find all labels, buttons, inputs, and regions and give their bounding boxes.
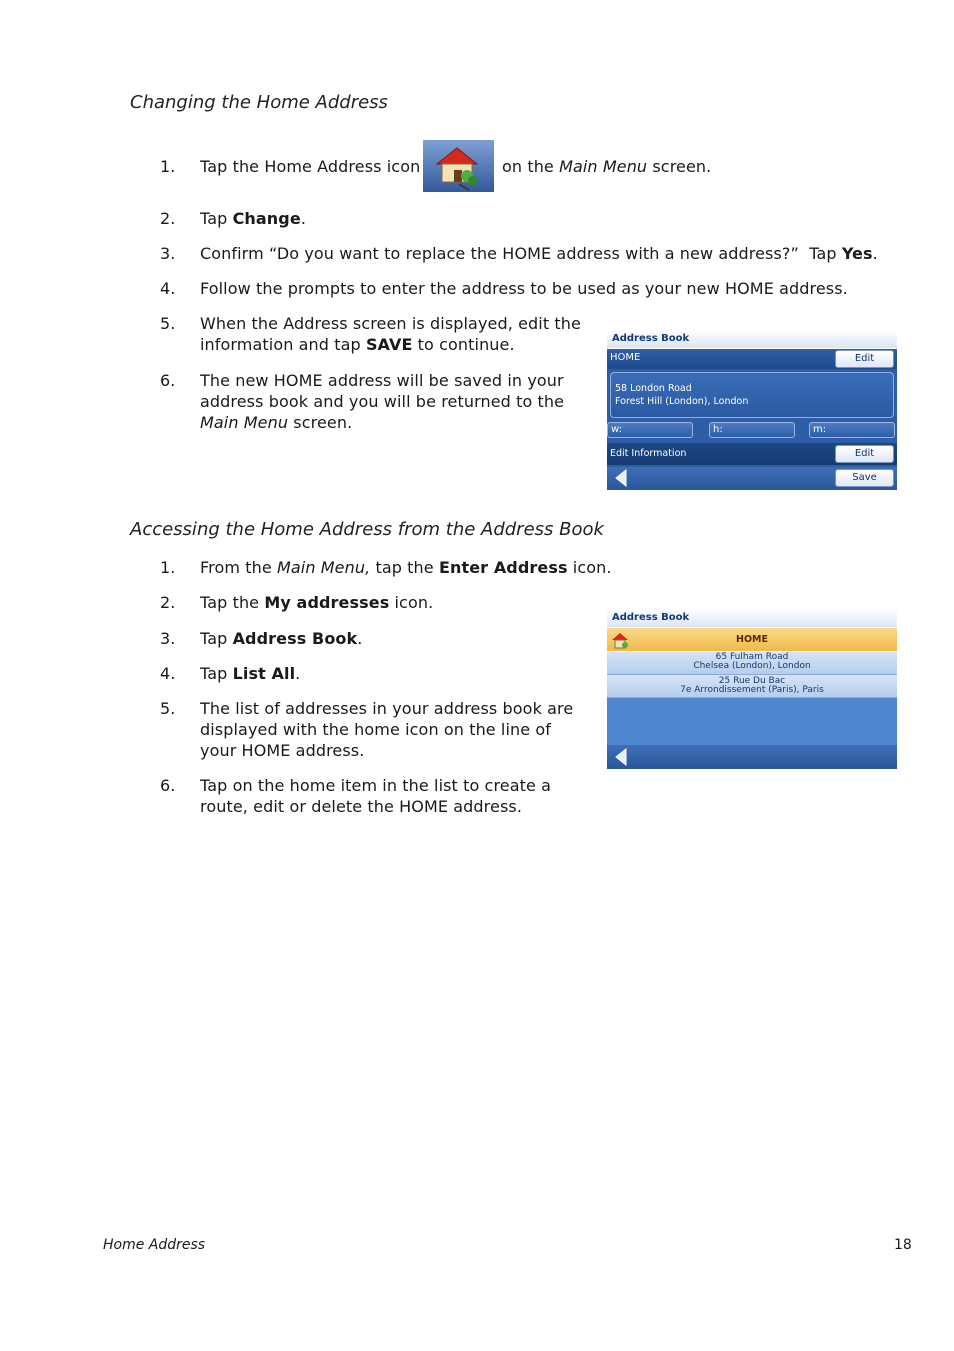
step-text: The new HOME address will be saved in your address book and you will be returned to the Main Menu screen. — [200, 371, 565, 432]
step-text: The list of addresses in your address book are displayed with the home icon on the line of your HOME address. — [200, 699, 574, 760]
page-number: 18 — [894, 1237, 912, 1253]
home-address-icon — [423, 140, 494, 192]
step-number: 5. — [160, 699, 176, 718]
address-line1: 58 London Road — [615, 383, 692, 394]
home-item-label: HOME — [736, 634, 768, 645]
footer-section-title: Home Address — [103, 1237, 206, 1253]
home-label: HOME — [610, 352, 641, 363]
list-item-text: 65 Fulham Road Chelsea (London), London — [693, 652, 811, 671]
section-heading-changing: Changing the Home Address — [130, 92, 388, 113]
step-text-continued: on the Main Menu screen. — [502, 157, 712, 176]
step-text: Follow the prompts to enter the address to be used as your new HOME address. — [200, 279, 848, 298]
step-number: 3. — [160, 244, 176, 263]
step-number: 3. — [160, 629, 176, 648]
step-number: 2. — [160, 593, 176, 612]
step-text: Tap List All. — [200, 664, 301, 683]
back-arrow-icon[interactable] — [613, 748, 629, 766]
step-number: 6. — [160, 371, 176, 390]
address-book-list-screenshot — [607, 609, 897, 769]
edit-information-button[interactable]: Edit — [835, 445, 894, 463]
screen-title: Address Book — [612, 333, 690, 344]
address-book-edit-screenshot — [607, 330, 897, 490]
edit-button[interactable]: Edit — [835, 350, 894, 368]
phone-m-field[interactable]: m: — [809, 422, 895, 438]
phone-h-field[interactable]: h: — [709, 422, 795, 438]
step-text: Tap Address Book. — [200, 629, 363, 648]
step-number: 4. — [160, 664, 176, 683]
edit-information-label: Edit Information — [610, 448, 687, 459]
step-number: 2. — [160, 209, 176, 228]
step-text: From the Main Menu, tap the Enter Address icon. — [200, 558, 612, 577]
step-text: Tap the Home Address icon — [200, 157, 421, 176]
phone-w-field[interactable]: w: — [607, 422, 693, 438]
section-heading-accessing: Accessing the Home Address from the Address Book — [130, 519, 604, 540]
screen-title: Address Book — [612, 612, 690, 623]
step-text: Tap Change. — [200, 209, 306, 228]
back-arrow-icon[interactable] — [613, 469, 629, 487]
save-button[interactable]: Save — [835, 469, 894, 487]
step-text: When the Address screen is displayed, edit the information and tap SAVE to continue. — [200, 314, 581, 354]
step-number: 6. — [160, 776, 176, 795]
step-text: Tap on the home item in the list to create a route, edit or delete the HOME address. — [200, 776, 552, 816]
address-line2: Forest Hill (London), London — [615, 396, 749, 407]
step-text: Tap the My addresses icon. — [200, 593, 434, 612]
list-item-text: 25 Rue Du Bac 7e Arrondissement (Paris), Paris — [680, 676, 824, 695]
step-text: Confirm “Do you want to replace the HOME address with a new address?” Tap Yes. — [200, 244, 878, 263]
step-number: 1. — [160, 558, 176, 577]
step-number: 1. — [160, 157, 176, 176]
step-number: 5. — [160, 314, 176, 333]
step-number: 4. — [160, 279, 176, 298]
